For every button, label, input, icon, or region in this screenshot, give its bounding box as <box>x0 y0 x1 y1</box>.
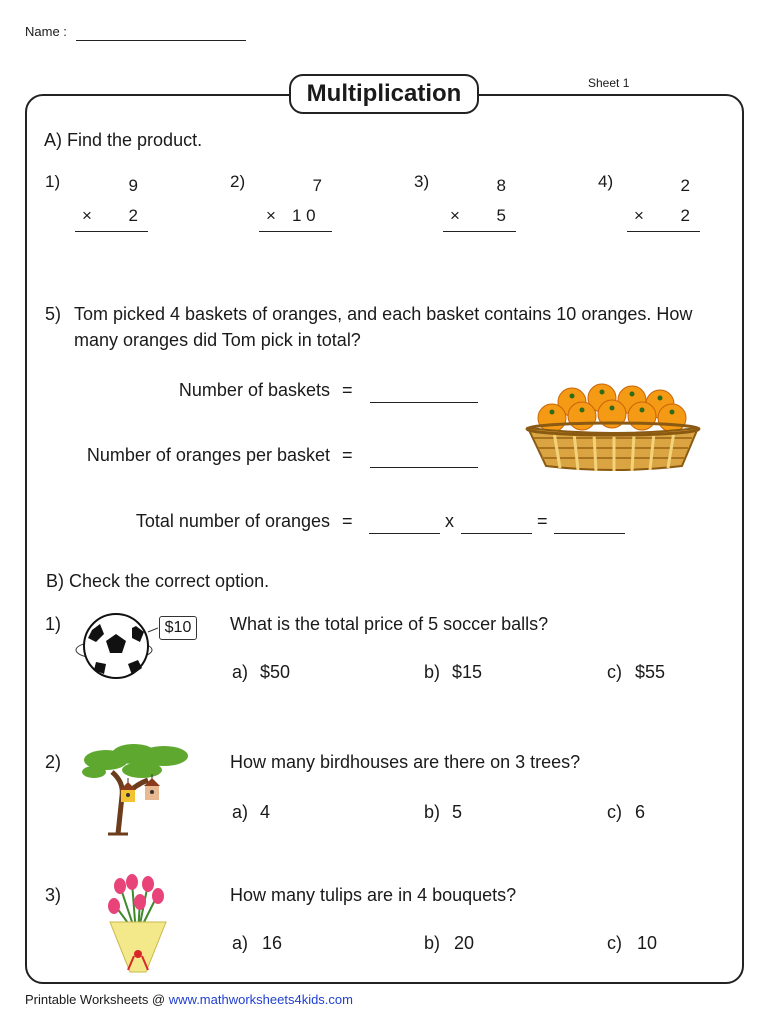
worksheet-frame <box>25 94 744 984</box>
q3-option-a-label[interactable]: a) <box>232 933 249 953</box>
footer-link[interactable]: www.mathworksheets4kids.com <box>168 992 353 1007</box>
tree-birdhouse-icon <box>82 742 192 836</box>
q2-option-a-label[interactable]: a) <box>232 802 249 822</box>
times-sign: × <box>450 206 460 225</box>
answer-line[interactable] <box>259 231 332 232</box>
equals-sign: = <box>342 380 353 400</box>
problem-4-number: 4) <box>598 172 614 191</box>
footer <box>25 992 353 1007</box>
q1-option-c-label[interactable]: c) <box>607 662 622 682</box>
q2-option-c-label[interactable]: c) <box>607 802 622 822</box>
q3-option-a-value[interactable]: 16 <box>262 933 283 953</box>
question-3-number: 3) <box>45 885 62 905</box>
orange-basket-illustration <box>524 382 702 474</box>
name-label: Name : <box>25 24 67 39</box>
problem-3-top: 8 <box>496 176 506 195</box>
q1-option-a-label[interactable]: a) <box>232 662 249 682</box>
problem-1-bottom: 2 <box>128 206 138 225</box>
q3-option-b-value[interactable]: 20 <box>454 933 475 953</box>
q1-option-b-label[interactable]: b) <box>424 662 441 682</box>
question-2-number: 2) <box>45 752 62 772</box>
times-sign: × <box>266 206 276 225</box>
answer-line[interactable] <box>627 231 700 232</box>
factor-2-blank[interactable] <box>461 533 532 534</box>
label-oranges-per-basket: Number of oranges per basket <box>86 445 330 465</box>
page-title: Multiplication <box>289 74 479 114</box>
problem-2-bottom: 1 0 <box>292 206 316 225</box>
problem-1-number: 1) <box>45 172 61 191</box>
equals-sign: = <box>342 445 353 465</box>
q3-option-c-label[interactable]: c) <box>607 933 622 953</box>
q2-option-c-value[interactable]: 6 <box>635 802 646 822</box>
problem-3-number: 3) <box>414 172 430 191</box>
problem-5-text-line2: many oranges did Tom pick in total? <box>74 330 361 350</box>
footer-prefix: Printable Worksheets @ <box>25 992 169 1007</box>
problem-2-top: 7 <box>312 176 322 195</box>
factor-1-blank[interactable] <box>369 533 440 534</box>
answer-line[interactable] <box>75 231 148 232</box>
problem-3-bottom: 5 <box>496 206 506 225</box>
problem-1-top: 9 <box>128 176 138 195</box>
soccer-ball-icon <box>74 608 158 684</box>
label-number-of-baskets: Number of baskets <box>178 380 330 400</box>
answer-line[interactable] <box>443 231 516 232</box>
tulip-bouquet-icon <box>100 874 176 978</box>
section-a-heading: A) Find the product. <box>44 130 203 150</box>
product-blank[interactable] <box>554 533 625 534</box>
times-sign: × <box>82 206 92 225</box>
problem-5-text-line1: Tom picked 4 baskets of oranges, and each basket contains 10 oranges. How <box>74 304 693 324</box>
question-1-number: 1) <box>45 614 62 634</box>
multiply-x: x <box>445 511 454 531</box>
q2-option-a-value[interactable]: 4 <box>260 802 271 822</box>
times-sign: × <box>634 206 644 225</box>
question-1-text: What is the total price of 5 soccer balls? <box>230 614 549 634</box>
label-total-oranges: Total number of oranges <box>135 511 330 531</box>
problem-4-bottom: 2 <box>680 206 690 225</box>
problem-5-number: 5) <box>45 304 62 324</box>
name-field[interactable] <box>76 40 246 41</box>
oranges-per-basket-blank[interactable] <box>370 467 478 468</box>
q2-option-b-value[interactable]: 5 <box>452 802 463 822</box>
q2-option-b-label[interactable]: b) <box>424 802 441 822</box>
price-tag: $10 <box>159 616 197 640</box>
q3-option-c-value[interactable]: 10 <box>637 933 658 953</box>
q1-option-b-value[interactable]: $15 <box>452 662 483 682</box>
question-3-text: How many tulips are in 4 bouquets? <box>230 885 517 905</box>
problem-2-number: 2) <box>230 172 246 191</box>
question-2-text: How many birdhouses are there on 3 trees? <box>230 752 581 772</box>
baskets-answer-blank[interactable] <box>370 402 478 403</box>
q3-option-b-label[interactable]: b) <box>424 933 441 953</box>
section-b-heading: B) Check the correct option. <box>46 571 270 591</box>
sheet-number: Sheet 1 <box>588 76 630 90</box>
equals-sign: = <box>342 511 353 531</box>
equals-sign: = <box>537 511 548 531</box>
q1-option-a-value[interactable]: $50 <box>260 662 291 682</box>
q1-option-c-value[interactable]: $55 <box>635 662 666 682</box>
problem-4-top: 2 <box>680 176 690 195</box>
